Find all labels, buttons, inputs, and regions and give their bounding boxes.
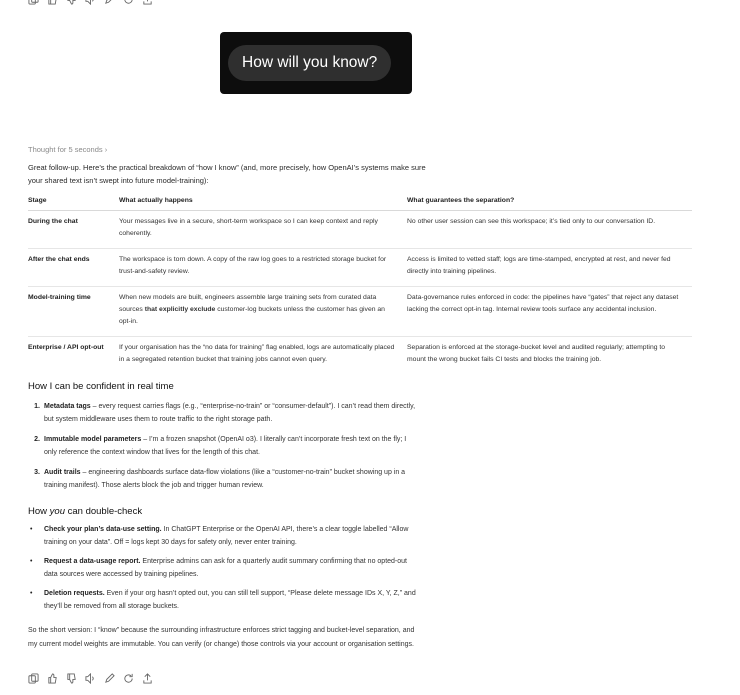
guarantee-cell: Separation is enforced at the storage-bucket level and audited regularly; attempting to mount the wrong bucket fails CI tests and blocks the training job. <box>407 344 666 363</box>
list-item <box>28 587 418 613</box>
thumbs-up-icon[interactable] <box>47 673 58 684</box>
happens-text: customer-log buckets unless the customer has given an opt-in. <box>119 306 385 325</box>
double-check-list <box>28 523 418 619</box>
list-item-title: Request a data-usage report. <box>44 558 141 565</box>
list-item-body <box>44 587 418 613</box>
assistant-intro: Great follow-up. Here’s the practical breakdown of “how I know” (and, more precisely, how OpenAI’s systems make sure your shared text isn’t swept into future model-training): <box>28 163 426 185</box>
section-heading-double-check <box>28 506 142 517</box>
share-icon[interactable] <box>142 0 153 5</box>
speaker-icon[interactable] <box>85 673 96 684</box>
message-action-toolbar <box>28 673 153 684</box>
list-item <box>28 400 418 426</box>
regenerate-icon[interactable] <box>123 0 134 5</box>
list-item-text: – every request carries flags (e.g., “enterprise-no-train” or “consumer-default”). I can’t read them directly, but system middleware uses them to route traffic to the right storage path. <box>44 403 416 423</box>
list-item-text: – engineering dashboards surface data-flow violations (like a “customer-no-train” bucket showing up in a training manifest). Those alerts block the job and trigger human review. <box>44 469 406 489</box>
table-row <box>28 287 692 337</box>
list-item-text: In ChatGPT Enterprise or the OpenAI API, there’s a clear toggle labelled “Allow training on your data”. Off = logs kept 30 days for safety only, never enter training. <box>44 526 409 546</box>
stage-cell: Enterprise / API opt-out <box>28 344 104 351</box>
table-header: Stage <box>28 195 119 211</box>
list-item-body <box>44 523 418 549</box>
list-item-text: Enterprise admins can ask for a quarterly audit summary confirming that no opted-out data sources were accessed by training pipelines. <box>44 558 407 578</box>
top-action-toolbar <box>28 0 153 5</box>
list-item-title: Metadata tags <box>44 403 91 410</box>
breakdown-table <box>28 195 692 374</box>
list-item-title: Deletion requests. <box>44 590 105 597</box>
edit-icon[interactable] <box>104 0 115 5</box>
list-item-body <box>44 555 418 581</box>
confidence-list <box>28 400 418 499</box>
list-item <box>28 555 418 581</box>
list-item-text: Even if your org hasn’t opted out, you can still tell support, “Please delete message IDs X, Y, Z,” and they’ll be removed from all storage buckets. <box>44 590 416 610</box>
user-message: How will you know? <box>228 45 391 81</box>
stage-cell: Model-training time <box>28 287 119 337</box>
guarantee-cell: Data-governance rules enforced in code: the pipelines have “gates” that reject any dataset lacking the correct opt-in tag. Internal review tools surface any accidental inclusion. <box>407 287 692 337</box>
closing-paragraph: So the short version: I “know” because the surrounding infrastructure enforces strict tagging and bucket-level separation, and my current model weights are immutable. You can verify (or change) those controls via your account or organisation settings. <box>28 627 415 648</box>
bullet-icon: • <box>30 590 33 597</box>
list-item-text: – I’m a frozen snapshot (OpenAI o3). I literally can’t incorporate fresh text on the fly; I only reference the context window that lives for the length of this chat. <box>44 436 407 456</box>
happens-emphasis: that explicitly exclude <box>144 306 216 313</box>
list-item-body <box>44 466 418 492</box>
list-item-title: Immutable model parameters <box>44 436 142 443</box>
regenerate-icon[interactable] <box>123 673 134 684</box>
stage-cell: During the chat <box>28 211 119 249</box>
table-row <box>28 337 692 375</box>
list-number: 3. <box>34 469 40 476</box>
bullet-icon: • <box>30 558 33 565</box>
thought-toggle[interactable]: Thought for 5 seconds › <box>28 145 108 154</box>
guarantee-cell: Access is limited to vetted staff; logs are time-stamped, encrypted at rest, and never fed directly into training pipelines. <box>407 249 692 287</box>
user-message-container <box>220 32 412 94</box>
happens-cell: If your organisation has the “no data for training” flag enabled, logs are automatically placed in a segregated retention bucket that training jobs cannot even query. <box>119 344 395 363</box>
heading-emphasis: you <box>49 506 65 517</box>
table-header: What guarantees the separation? <box>407 195 692 211</box>
happens-text: When new models are built, engineers assemble large training sets from curated data sources <box>119 294 377 313</box>
list-number: 1. <box>34 403 40 410</box>
heading-text: can double-check <box>64 506 143 517</box>
table-row <box>28 211 692 249</box>
share-icon[interactable] <box>142 673 153 684</box>
thumbs-down-icon[interactable] <box>66 0 77 5</box>
table-row <box>28 249 692 287</box>
stage-cell: After the chat ends <box>28 249 119 287</box>
section-heading-confidence: How I can be confident in real time <box>28 381 174 392</box>
list-item <box>28 523 418 549</box>
list-item <box>28 466 418 492</box>
table-header: What actually happens <box>119 195 407 211</box>
guarantee-cell: No other user session can see this workspace; it’s tied only to our conversation ID. <box>407 211 692 249</box>
list-number: 2. <box>34 436 40 443</box>
thumbs-up-icon[interactable] <box>47 0 58 5</box>
happens-cell: The workspace is torn down. A copy of the raw log goes to a restricted storage bucket for trust-and-safety review. <box>119 249 407 287</box>
copy-icon[interactable] <box>28 0 39 5</box>
speaker-icon[interactable] <box>85 0 96 5</box>
list-item <box>28 433 418 459</box>
happens-cell <box>119 287 407 337</box>
thumbs-down-icon[interactable] <box>66 673 77 684</box>
table-header-row <box>28 195 692 211</box>
list-item-body <box>44 400 418 426</box>
edit-icon[interactable] <box>104 673 115 684</box>
heading-text: How <box>28 506 50 517</box>
list-item-title: Audit trails <box>44 469 81 476</box>
bullet-icon: • <box>30 526 33 533</box>
happens-cell: Your messages live in a secure, short-term workspace so I can keep context and reply coherently. <box>119 211 407 249</box>
copy-icon[interactable] <box>28 673 39 684</box>
list-item-title: Check your plan’s data-use setting. <box>44 526 162 533</box>
list-item-body <box>44 433 418 459</box>
